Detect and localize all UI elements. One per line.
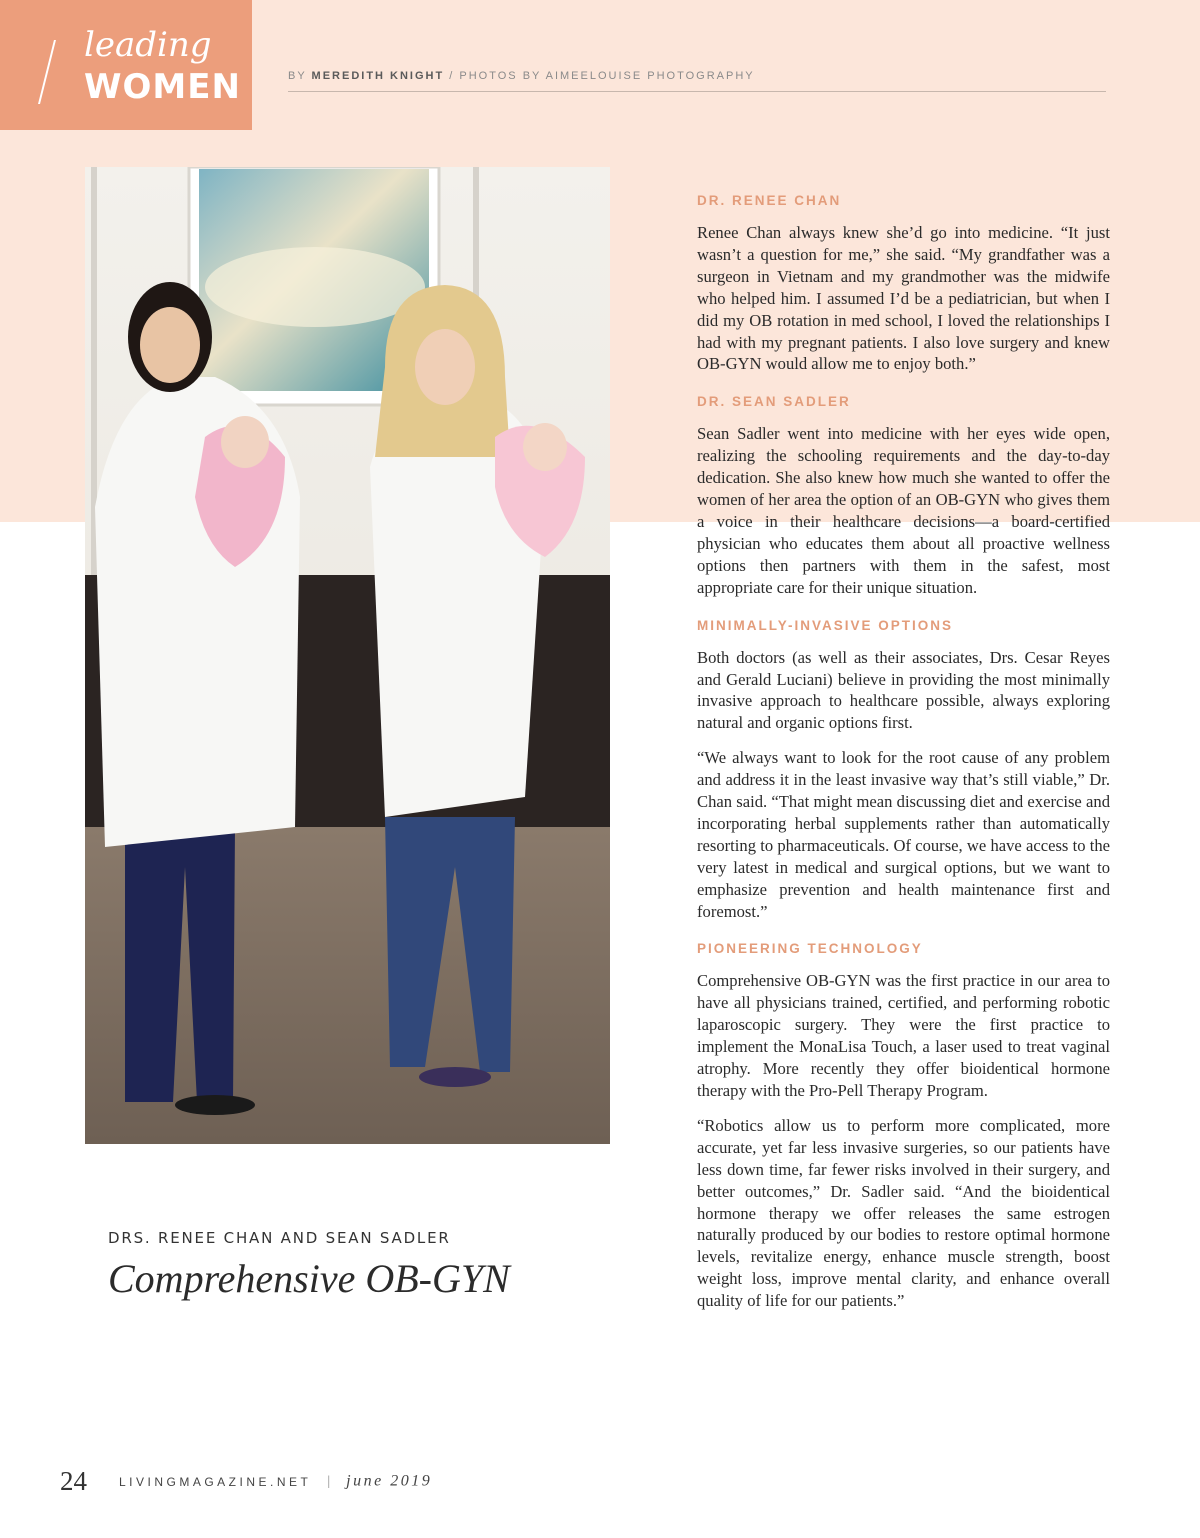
section-tag-script: leading bbox=[84, 25, 212, 65]
byline-photos: / PHOTOS BY AIMEELOUISE PHOTOGRAPHY bbox=[449, 70, 755, 82]
page-footer bbox=[60, 1466, 432, 1502]
paragraph: Comprehensive OB-GYN was the first practice in our area to have all physicians trained, certified, and performing robotic laparoscopic surgery. They were the first practice to implement the MonaLisa Touch, a laser used to treat vaginal atrophy. More recently they offer bioidentical hormone therapy with the Pro-Pell Therapy Program. bbox=[697, 971, 1110, 1100]
page-number: 24 bbox=[60, 1466, 87, 1496]
section-heading: DR. SEAN SADLER bbox=[697, 394, 851, 410]
section-sean-sadler bbox=[697, 394, 1110, 598]
photo-caption-names: DRS. RENEE CHAN AND SEAN SADLER bbox=[108, 1229, 451, 1247]
footer-site: LIVINGMAGAZINE.NET bbox=[119, 1474, 312, 1489]
section-heading: DR. RENEE CHAN bbox=[697, 193, 842, 208]
section-renee-chan bbox=[697, 193, 1110, 375]
section-minimally-invasive bbox=[697, 618, 1110, 923]
portrait-photo-illustration bbox=[85, 167, 610, 1144]
paragraph: Both doctors (as well as their associates, Drs. Cesar Reyes and Gerald Luciani) believe in providing the most minimally invasive approach to healthcare possible, always exploring natural and organic options first. bbox=[697, 647, 1110, 733]
article-body bbox=[697, 193, 1110, 1325]
byline-rule bbox=[288, 91, 1106, 92]
byline-by: BY bbox=[288, 70, 307, 82]
section-tag bbox=[0, 0, 252, 130]
paragraph: “We always want to look for the root cause of any problem and address it in the least invasive way that’s still viable,” Dr. Chan said. “That might mean discussing diet and exercise and incorporating herbal supplements rather than automatically resorting to pharmaceuticals. Of course, we have access to the very latest in medical and surgical options, but we want to emphasize prevention and health maintenance first and foremost.” bbox=[697, 748, 1110, 921]
footer-separator: | bbox=[327, 1473, 331, 1489]
paragraph: “Robotics allow us to perform more complicated, more accurate, yet far less invasive surgeries, so our patients have less down time, far fewer risks involved in their surgery, and better outcomes,” Dr. Sadler said. “And the bioidentical hormone therapy we offer releases the same estrogen naturally produced by our bodies to restore optimal hormone levels, revitalize energy, enhance muscle strength, boost weight loss, improve mental clarity, and enhance overall quality of life for our patients.” bbox=[697, 1115, 1110, 1311]
section-heading: MINIMALLY-INVASIVE OPTIONS bbox=[697, 617, 954, 633]
section-pioneering-technology bbox=[697, 941, 1110, 1312]
footer-issue: june 2019 bbox=[346, 1472, 433, 1490]
slash-mark bbox=[38, 40, 56, 104]
byline-author: MEREDITH KNIGHT bbox=[311, 70, 445, 82]
section-heading: PIONEERING TECHNOLOGY bbox=[697, 941, 923, 957]
paragraph: Renee Chan always knew she’d go into medicine. “It just wasn’t a question for me,” she said. “My grandfather was a surgeon in Vietnam and my grandmother was the midwife who helped him. I assumed I’d be a pediatrician, but when I did my OB rotation in med school, I loved the relationships I had with my pregnant patients. I also love surgery and knew OB-GYN would allow me to enjoy both.” bbox=[697, 223, 1110, 374]
paragraph: Sean Sadler went into medicine with her eyes wide open, realizing the schooling requirements and the day-to-day dedication. She also knew how much she wanted to offer the women of her area the option of an OB-GYN who gives them a voice in their healthcare decisions—a board-certified physician who educates them about all proactive wellness options then partners with them in the safest, most appropriate care for their unique situation. bbox=[697, 424, 1110, 597]
doctors-portrait-photo bbox=[85, 167, 610, 1144]
byline bbox=[288, 70, 755, 82]
section-tag-caps: WOMEN bbox=[84, 67, 241, 107]
photo-caption-practice: Comprehensive OB-GYN bbox=[108, 1256, 510, 1301]
